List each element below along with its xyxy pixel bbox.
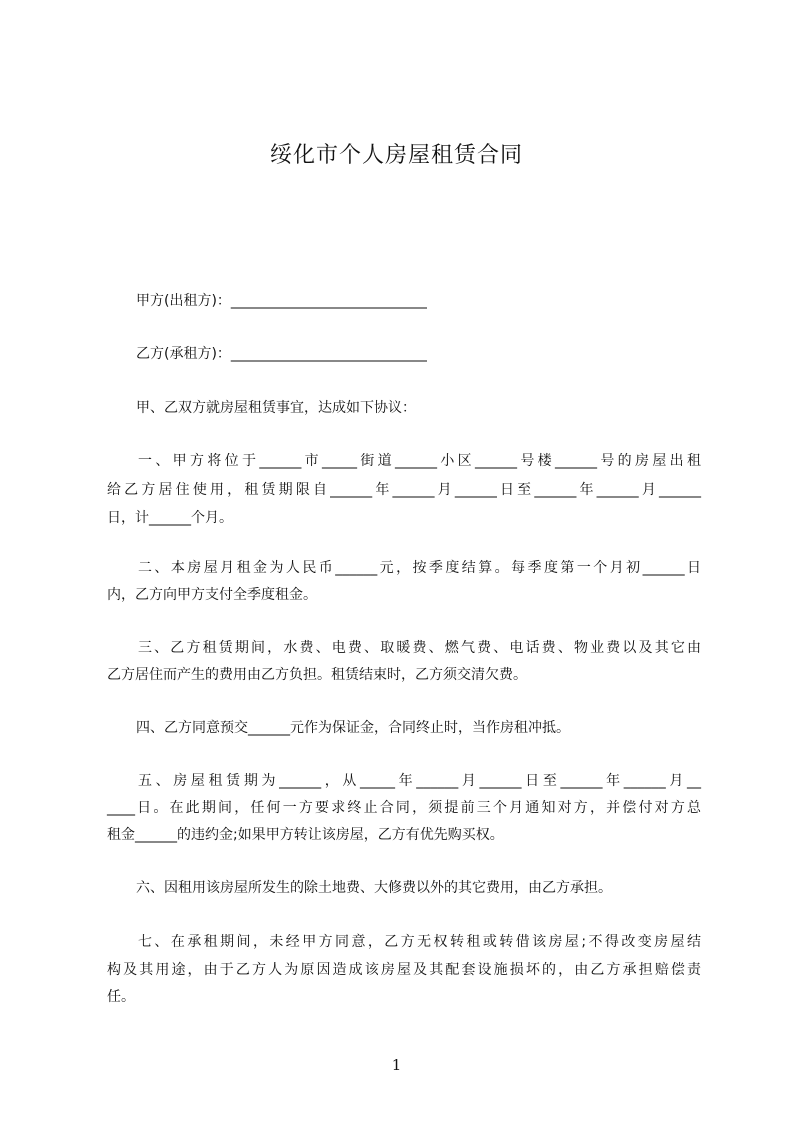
clause-2-line-2: 内，乙方向甲方支付全季度租金。 [107,587,317,603]
clause-5-line-1: 五、房屋租赁期为______，从_____年______月______日至______年______月__ [138,773,701,789]
clause-6-line-1: 六、因租用该房屋所发生的除土地费、大修费以外的其它费用，由乙方承担。 [136,880,612,896]
clause-1-line-2: 给乙方居住使用，租赁期限自______年______月______日至______年______月______ [107,482,701,498]
page-title: 绥化市个人房屋租赁合同 [269,143,523,168]
clause-2-line-1: 二、本房屋月租金为人民币______元，按季度结算。每季度第一个月初______日 [138,560,701,576]
clause-3-line-1: 三、乙方租赁期间，水费、电费、取暖费、燃气费、电话费、物业费以及其它由 [138,640,701,656]
page-number: 1 [391,1056,402,1074]
clause-1-line-1: 一、甲方将位于______市_____街道______小区______号楼______号的房屋出租 [138,453,701,469]
clause-4-line-1: 四、乙方同意预交______元作为保证金，合同终止时，当作房租冲抵。 [136,720,570,736]
clause-7-line-3: 任。 [107,989,135,1005]
clause-7-line-2: 构及其用途，由于乙方人为原因造成该房屋及其配套设施损坏的，由乙方承担赔偿责 [107,962,701,978]
clause-5-line-2: ____日。在此期间，任何一方要求终止合同，须提前三个月通知对方，并偿付对方总 [107,800,701,816]
clause-1-line-3: 日，计______个月。 [107,510,233,526]
clause-3-line-2: 乙方居住而产生的费用由乙方负担。租赁结束时，乙方须交清欠费。 [107,667,527,683]
party-b-line: 乙方(承租方)：____________________________ [136,346,427,362]
clause-5-line-3: 租金______的违约金;如果甲方转让该房屋，乙方有优先购买权。 [107,827,504,843]
party-a-line: 甲方(出租方)：____________________________ [136,293,427,309]
intro-paragraph: 甲、乙双方就房屋租赁事宜，达成如下协议： [136,400,416,416]
clause-7-line-1: 七、在承租期间，未经甲方同意，乙方无权转租或转借该房屋;不得改变房屋结 [138,934,701,950]
